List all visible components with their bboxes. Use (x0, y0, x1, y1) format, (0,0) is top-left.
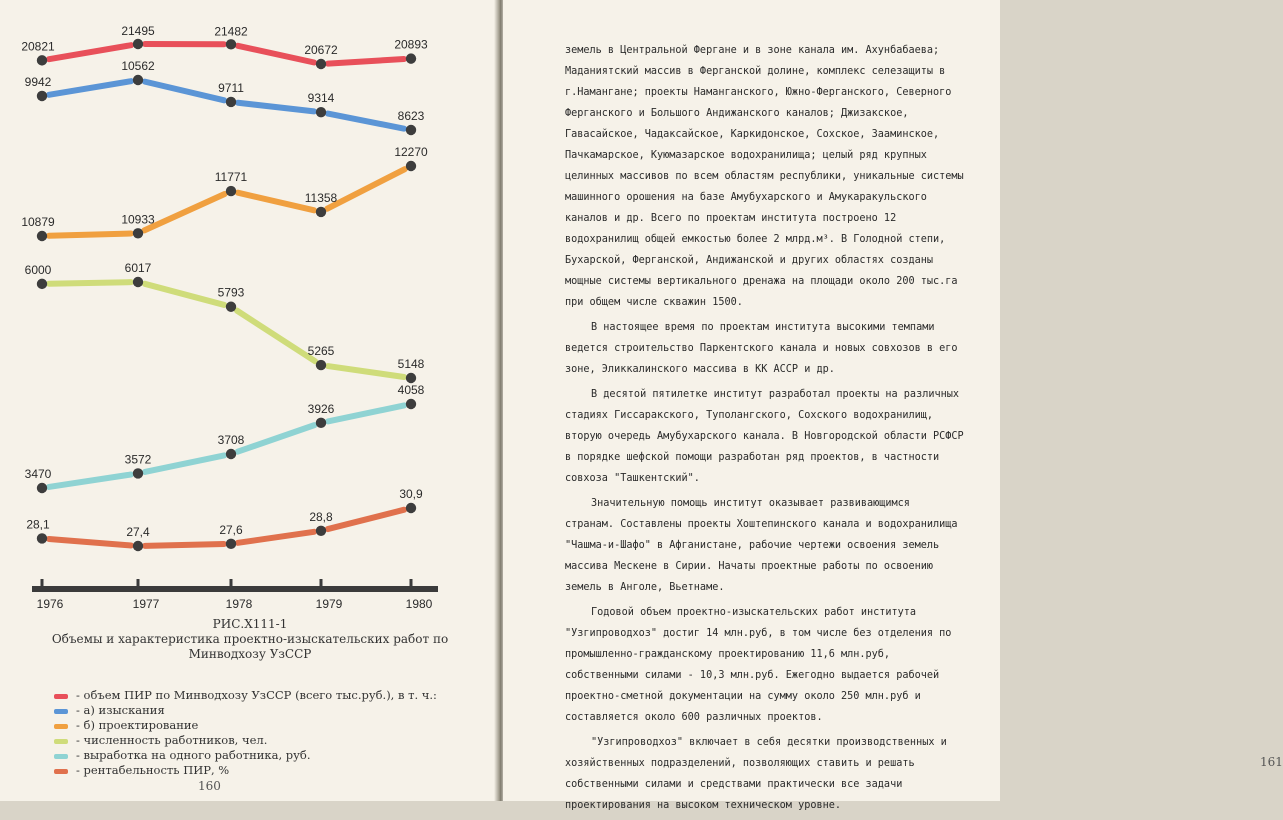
paragraph: "Узгипроводхоз" включает в себя десятки производственных и хозяйственных подразделений, позволяющих ставить и решать собственными силами и средствами практически все задачи проектирования на высоком техническом уровне. (565, 732, 965, 816)
series-2-data-label: 12270 (394, 145, 428, 159)
x-tick-label: 1978 (226, 597, 253, 611)
x-axis-line (32, 586, 438, 592)
x-tick-label: 1980 (406, 597, 433, 611)
series-1-segment (145, 82, 224, 101)
series-3-data-label: 5793 (218, 286, 245, 300)
x-axis-tick (41, 579, 44, 587)
series-4-data-label: 3926 (308, 402, 335, 416)
series-5-segment (49, 539, 131, 545)
series-3-point (406, 373, 416, 383)
series-3-data-label: 5265 (308, 344, 335, 358)
series-0-data-label: 20672 (304, 43, 338, 57)
series-3-segment (328, 366, 404, 377)
series-5-segment (238, 532, 314, 543)
series-1-point (37, 91, 47, 101)
x-tick-label: 1977 (133, 597, 160, 611)
x-axis-tick (230, 579, 233, 587)
series-2-segment (144, 194, 224, 230)
series-0-point (133, 39, 143, 49)
series-4-data-label: 4058 (398, 383, 425, 397)
series-5-point (37, 533, 47, 543)
paragraph: В десятой пятилетке институт разработал проекты на различных стадиях Гиссаракского, Туполангского, Сохского водохранилищ, вторую очередь Амубухарского канала. В Новгородской области РСФСР в порядке шефской помощи разработан ряд проектов, в частности совхоза "Ташкентский". (565, 384, 965, 489)
series-1-data-label: 9942 (25, 75, 52, 89)
legend-item-design (54, 718, 474, 733)
series-5-data-label: 28,8 (309, 510, 333, 524)
series-1-data-label: 9314 (308, 91, 335, 105)
legend-item-surveys (54, 703, 474, 718)
series-4-data-label: 3470 (25, 467, 52, 481)
paragraph: Значительную помощь институт оказывает развивающимся странам. Составлены проекты Хоштепинского канала и водохранилища "Чашма-и-Шафо" в Афганистане, рабочие чертежи освоения земель массива Мескене в Сирии. Начаты проектные работы по освоению земель в Анголе, Вьетнаме. (565, 493, 965, 598)
series-2-segment (327, 169, 405, 209)
series-0-point (37, 55, 47, 65)
legend-swatch (54, 754, 68, 759)
left-page (0, 0, 497, 801)
body-text (565, 40, 965, 820)
series-5-segment (145, 544, 224, 546)
x-tick-label: 1976 (37, 597, 64, 611)
series-4-segment (238, 425, 315, 452)
page-number-left: 160 (198, 779, 221, 793)
series-0-data-label: 21495 (121, 24, 155, 38)
series-4-point (226, 449, 236, 459)
series-1-segment (49, 81, 131, 95)
legend-swatch (54, 724, 68, 729)
series-1-data-label: 8623 (398, 109, 425, 123)
legend-swatch (54, 694, 68, 699)
x-axis-tick (320, 579, 323, 587)
legend-label: - численность работников, чел. (76, 733, 267, 747)
series-3-point (226, 302, 236, 312)
series-3-data-label: 5148 (398, 357, 425, 371)
chart-legend (54, 688, 474, 778)
series-5-data-label: 30,9 (399, 487, 423, 501)
series-0-data-label: 20821 (21, 39, 55, 53)
legend-label: - б) проектирование (76, 718, 198, 732)
series-3-point (133, 277, 143, 287)
series-2-point (406, 161, 416, 171)
series-2-segment (49, 233, 131, 235)
legend-item-staff (54, 733, 474, 748)
series-0-point (226, 39, 236, 49)
x-tick-label: 1979 (316, 597, 343, 611)
x-axis (32, 579, 438, 611)
series-4-segment (49, 474, 131, 486)
series-0-segment (238, 46, 314, 63)
series-5-point (406, 503, 416, 513)
series-1-point (316, 107, 326, 117)
series-2-data-label: 11358 (305, 191, 338, 205)
series-4-data-label: 3572 (125, 452, 152, 466)
series-1-segment (238, 103, 314, 112)
series-3-data-label: 6017 (125, 261, 152, 275)
series-0-segment (328, 59, 404, 64)
series-4-data-label: 3708 (218, 433, 245, 447)
series-2-point (133, 228, 143, 238)
series-2-data-label: 10933 (121, 212, 155, 226)
series-4-point (406, 399, 416, 409)
series-1-point (133, 75, 143, 85)
x-axis-tick (410, 579, 413, 587)
series-1-point (406, 125, 416, 135)
series-3-point (316, 360, 326, 370)
series-2-data-label: 10879 (21, 215, 55, 229)
series-4-segment (145, 455, 224, 472)
series-1-data-label: 10562 (121, 59, 155, 73)
legend-label: - объем ПИР по Минводхозу УзССР (всего тыс.руб.), в т. ч.: (76, 688, 437, 702)
series-0-data-label: 20893 (394, 38, 428, 52)
series-4-point (316, 418, 326, 428)
paragraph: В настоящее время по проектам института высокими темпами ведется строительство Паркентского канала и новых совхозов в его зоне, Эликкалинского массива в КК АССР и др. (565, 317, 965, 380)
series-3-data-label: 6000 (25, 263, 52, 277)
figure-number: РИС.Х111-1 (40, 617, 460, 631)
legend-item-profitability (54, 763, 474, 778)
series-5-data-label: 28,1 (26, 517, 50, 531)
series-5-point (226, 539, 236, 549)
legend-swatch (54, 739, 68, 744)
series-2-segment (238, 193, 314, 211)
series-4-segment (328, 405, 404, 421)
legend-swatch (54, 709, 68, 714)
chart-series-group (21, 24, 428, 551)
series-0-data-label: 21482 (214, 24, 248, 38)
paragraph: Годовой объем проектно-изыскательских работ института "Узгипроводхоз" достиг 14 млн.руб, в том числе без отделения по промышленно-гражданскому проектированию 11,6 млн.руб, собственными силами - 10,3 млн.руб. Ежегодно выдается рабочей проектно-сметной документации на сумму около 250 млн.руб и составляется около 600 различных проектов. (565, 602, 965, 728)
series-3-segment (237, 311, 315, 362)
series-0-point (406, 53, 416, 63)
series-5-data-label: 27,4 (126, 525, 150, 539)
series-5-segment (328, 510, 404, 529)
series-5-data-label: 27,6 (219, 523, 243, 537)
legend-swatch (54, 769, 68, 774)
series-3-point (37, 279, 47, 289)
series-2-data-label: 11771 (215, 170, 248, 184)
series-0-segment (49, 45, 131, 59)
series-5-point (316, 526, 326, 536)
series-1-data-label: 9711 (218, 81, 244, 95)
series-2-point (37, 231, 47, 241)
legend-item-total (54, 688, 474, 703)
series-4-point (133, 468, 143, 478)
series-1-point (226, 97, 236, 107)
figure-title: Объемы и характеристика проектно-изыскательских работ по Минводхозу УзССР (40, 632, 460, 662)
series-3-segment (145, 284, 224, 305)
series-5-point (133, 541, 143, 551)
paragraph: земель в Центральной Фергане и в зоне канала им. Ахунбабаева; Маданиятский массив в Ферганской долине, комплекс селезащиты в г.Намангане; проекты Наманганского, Южно-Ферганского, Северного Ферганского и Большого Андижанского каналов; Джизакское, Гавасайское, Чадаксайское, Каркидонское, Сохское, Зааминское, Пачкамарское, Куюмазарское водохранилища; целый ряд крупных целинных массивов по всем областям республики, уникальные системы машинного орошения на базе Амубухарского и Амукаракульского каналов и др. Всего по проектам института построено 12 водохранилищ общей емкостью более 2 млрд.м³. В Голодной степи, Бухарской, Ферганской, Андижанской и других областях созданы мощные системы вертикального дренажа на площади около 200 тыс.га при общем числе скважин 1500. (565, 40, 965, 313)
series-2-point (226, 186, 236, 196)
legend-item-output (54, 748, 474, 763)
legend-label: - выработка на одного работника, руб. (76, 748, 311, 762)
series-1-segment (328, 114, 404, 129)
series-4-point (37, 483, 47, 493)
line-chart (0, 0, 497, 615)
series-3-segment (49, 282, 131, 284)
page-number-right: 161 (1260, 755, 1283, 769)
legend-label: - рентабельность ПИР, % (76, 763, 229, 777)
series-0-point (316, 59, 326, 69)
series-2-point (316, 207, 326, 217)
x-axis-tick (137, 579, 140, 587)
legend-label: - а) изыскания (76, 703, 165, 717)
